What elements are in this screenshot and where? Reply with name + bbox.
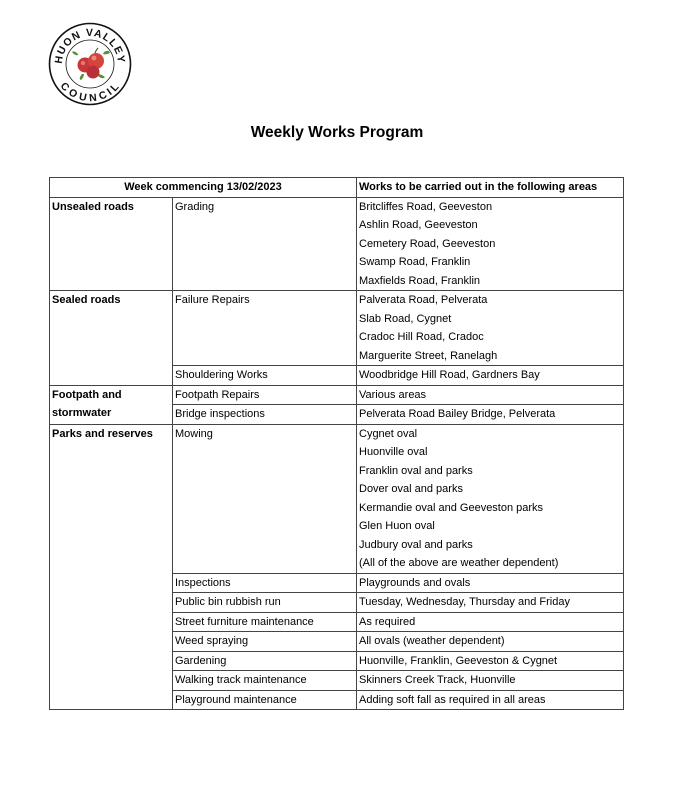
area-item: Pelverata Road Bailey Bridge, Pelverata: [359, 408, 556, 420]
areas-footpath-repairs: [357, 385, 624, 405]
area-item: Huonville oval: [359, 446, 428, 458]
areas-gardening: [357, 651, 624, 671]
logo-top-text: HUON VALLEY: [52, 26, 128, 65]
category-sealed-roads: Sealed roads: [50, 291, 173, 386]
category-parks-reserves: Parks and reserves: [50, 424, 173, 710]
area-item: Dover oval and parks: [359, 483, 463, 495]
work-street-furniture: Street furniture maintenance: [173, 612, 357, 632]
areas-bridge-inspections: [357, 405, 624, 425]
areas-walking-track: [357, 671, 624, 691]
work-gardening: Gardening: [173, 651, 357, 671]
apple-blossom-icon: [72, 48, 110, 80]
logo-bottom-text: COUNCIL: [57, 80, 123, 105]
areas-inspections: [357, 573, 624, 593]
area-item: Judbury oval and parks: [359, 538, 473, 551]
area-item: All ovals (weather dependent): [359, 635, 505, 647]
area-item: Various areas: [359, 388, 427, 401]
areas-failure-repairs: [357, 291, 624, 366]
area-item: Cradoc Hill Road, Cradoc: [359, 331, 484, 343]
table-row: [50, 385, 624, 405]
areas-bin-run: [357, 593, 624, 613]
area-item: Woodbridge Hill Road, Gardners Bay: [359, 369, 540, 381]
areas-playground-maintenance: [357, 690, 624, 710]
area-item: (All of the above are weather dependent): [359, 557, 559, 569]
area-item: Slab Road, Cygnet: [359, 312, 452, 325]
table-row: [50, 291, 624, 366]
category-footpath-line1: Footpath and: [52, 388, 122, 401]
areas-street-furniture: [357, 612, 624, 632]
work-grading: Grading: [173, 197, 357, 291]
category-footpath-stormwater: [50, 385, 173, 424]
areas-header: Works to be carried out in the following areas: [357, 178, 624, 198]
areas-shouldering: [357, 366, 624, 386]
area-item: Palverata Road, Pelverata: [359, 294, 488, 306]
work-walking-track: Walking track maintenance: [173, 671, 357, 691]
category-unsealed-roads: Unsealed roads: [50, 197, 173, 291]
area-item: Cygnet oval: [359, 427, 418, 440]
page-title: Weekly Works Program: [250, 124, 424, 141]
area-item: Adding soft fall as required in all areas: [359, 693, 546, 706]
area-item: Britcliffes Road, Geeveston: [359, 200, 493, 213]
table-row: [50, 197, 624, 291]
work-playground-maintenance: Playground maintenance: [173, 690, 357, 710]
areas-mowing: [357, 424, 624, 573]
area-item: Kermandie oval and Geeveston parks: [359, 501, 544, 514]
work-bridge-inspections: Bridge inspections: [173, 405, 357, 425]
work-inspections: Inspections: [173, 573, 357, 593]
table-row: [50, 424, 624, 573]
work-weed-spraying: Weed spraying: [173, 632, 357, 652]
week-commencing-header: Week commencing 13/02/2023: [50, 178, 357, 198]
council-logo: [48, 22, 132, 106]
area-item: Playgrounds and ovals: [359, 576, 471, 589]
area-item: Maxfields Road, Franklin: [359, 274, 481, 287]
category-footpath-line2: stormwater: [52, 407, 112, 419]
area-item: Ashlin Road, Geeveston: [359, 219, 478, 231]
area-item: Glen Huon oval: [359, 520, 435, 532]
area-item: Swamp Road, Franklin: [359, 256, 471, 268]
area-item: Skinners Creek Track, Huonville: [359, 674, 516, 686]
area-item: Franklin oval and parks: [359, 464, 473, 477]
areas-grading: [357, 197, 624, 291]
area-item: Huonville, Franklin, Geeveston & Cygnet: [359, 654, 558, 667]
areas-weed-spraying: [357, 632, 624, 652]
work-failure-repairs: Failure Repairs: [173, 291, 357, 366]
work-footpath-repairs: Footpath Repairs: [173, 385, 357, 405]
area-item: Tuesday, Wednesday, Thursday and Friday: [359, 596, 570, 608]
svg-text:COUNCIL: [58, 80, 123, 104]
work-bin-run: Public bin rubbish run: [173, 593, 357, 613]
table-header-row: [50, 178, 624, 198]
work-mowing: Mowing: [173, 424, 357, 573]
area-item: Marguerite Street, Ranelagh: [359, 349, 498, 362]
area-item: Cemetery Road, Geeveston: [359, 237, 496, 250]
works-table: [49, 177, 624, 710]
work-shouldering: Shouldering Works: [173, 366, 357, 386]
area-item: As required: [359, 615, 416, 628]
